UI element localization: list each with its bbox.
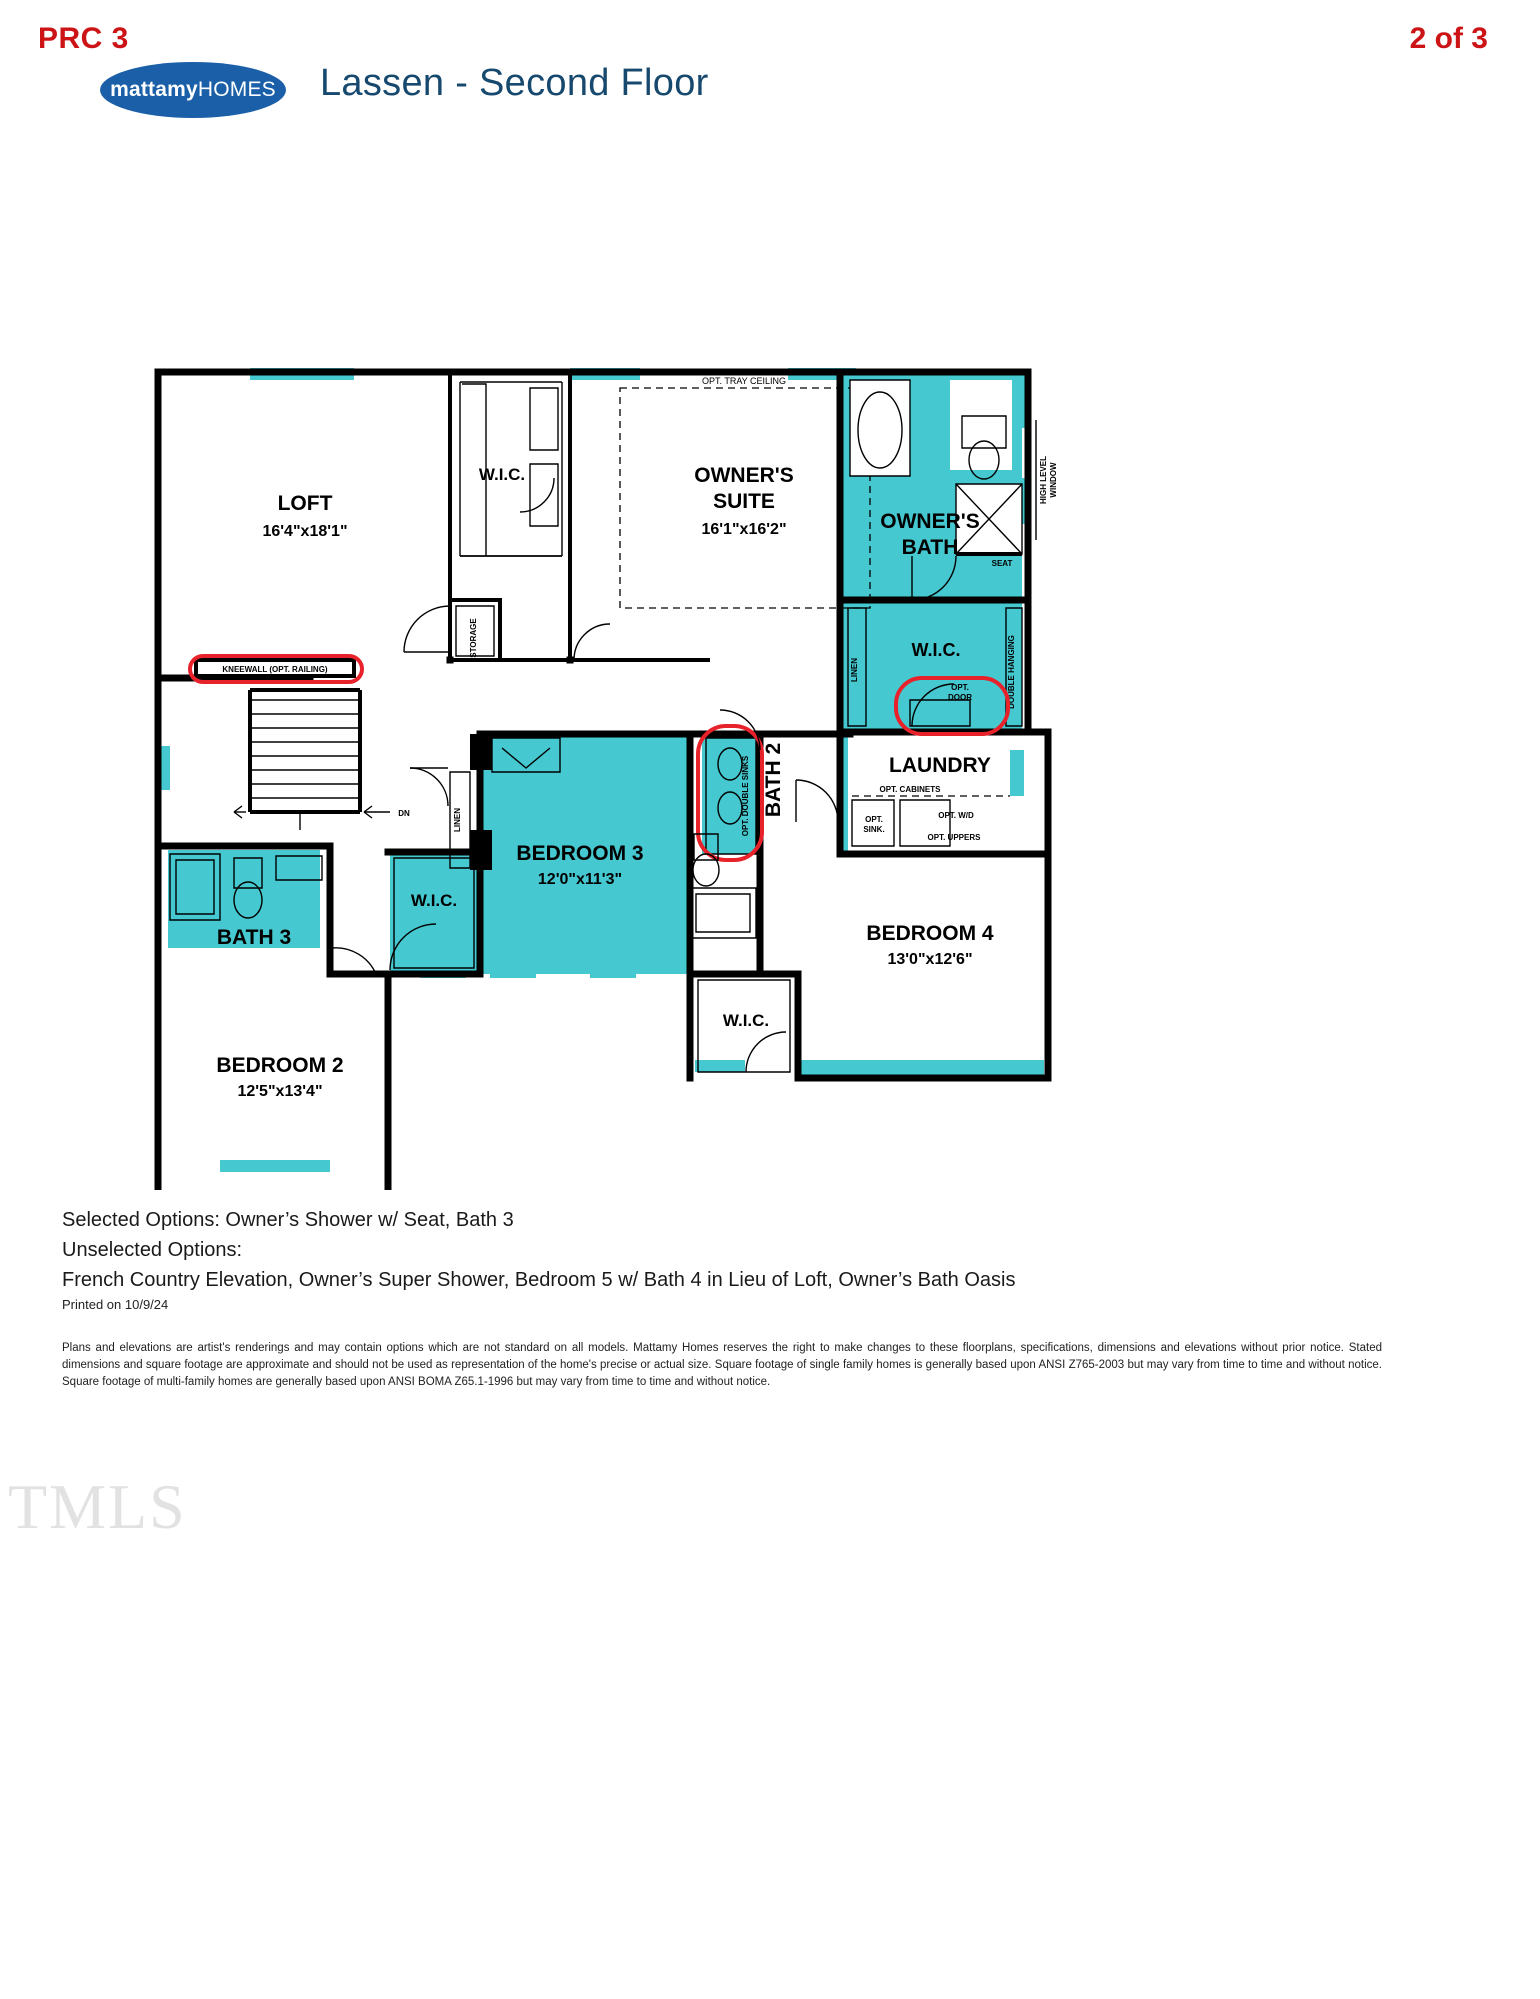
- prc-label: PRC 3: [38, 22, 129, 55]
- svg-text:OPT.: OPT.: [865, 815, 883, 824]
- printed-on: Printed on 10/9/24: [62, 1297, 169, 1312]
- page-number: 2 of 3: [1409, 22, 1488, 55]
- svg-text:BEDROOM 2: BEDROOM 2: [216, 1054, 344, 1077]
- svg-text:16'4"x18'1": 16'4"x18'1": [262, 523, 348, 540]
- svg-text:12'5"x13'4": 12'5"x13'4": [237, 1083, 323, 1100]
- mattamy-homes-logo: [100, 62, 286, 118]
- svg-text:DOOR: DOOR: [948, 693, 972, 702]
- svg-text:SUITE: SUITE: [713, 490, 775, 513]
- svg-text:BEDROOM 4: BEDROOM 4: [866, 922, 994, 945]
- svg-text:W.I.C.: W.I.C.: [410, 891, 458, 910]
- svg-text:SEAT: SEAT: [991, 559, 1013, 568]
- svg-text:W.I.C.: W.I.C.: [911, 640, 961, 660]
- svg-text:KNEEWALL (OPT. RAILING): KNEEWALL (OPT. RAILING): [222, 665, 328, 674]
- svg-text:OWNER'S: OWNER'S: [880, 510, 980, 533]
- svg-text:OPT.: OPT.: [951, 683, 969, 692]
- logo-text: [100, 62, 286, 118]
- svg-text:OPT. W/D: OPT. W/D: [938, 811, 974, 820]
- svg-text:LINEN: LINEN: [850, 658, 859, 682]
- svg-text:DOUBLE HANGING: DOUBLE HANGING: [1007, 635, 1016, 709]
- tmls-watermark: TMLS: [8, 1471, 187, 1542]
- svg-text:12'0"x11'3": 12'0"x11'3": [537, 871, 623, 888]
- floorplan-drawing: [150, 360, 1250, 1190]
- svg-text:HIGH LEVEL: HIGH LEVEL: [1039, 455, 1048, 505]
- svg-text:BATH 3: BATH 3: [216, 926, 292, 949]
- svg-text:LOFT: LOFT: [277, 492, 333, 515]
- svg-text:OPT. TRAY CEILING: OPT. TRAY CEILING: [701, 376, 787, 386]
- svg-text:OPT. DOUBLE SINKS: OPT. DOUBLE SINKS: [741, 755, 750, 837]
- svg-text:OWNER'S: OWNER'S: [694, 464, 794, 487]
- unselected-options-label: Unselected Options:: [62, 1239, 243, 1261]
- svg-text:LINEN: LINEN: [453, 808, 462, 832]
- svg-text:13'0"x12'6": 13'0"x12'6": [887, 951, 973, 968]
- svg-text:W.I.C.: W.I.C.: [478, 465, 526, 484]
- svg-text:LAUNDRY: LAUNDRY: [889, 754, 991, 777]
- page-title: Lassen - Second Floor: [320, 62, 709, 104]
- svg-text:DN: DN: [398, 809, 410, 818]
- svg-text:OPT. CABINETS: OPT. CABINETS: [879, 785, 941, 794]
- svg-text:WINDOW: WINDOW: [1049, 462, 1058, 498]
- legal-disclaimer: Plans and elevations are artist's renderings and may contain options which are not standard on all models. Mattamy Homes reserves the right to make changes to these floorplans, specifications, dimensions and elevations without prior notice. Stated dimensions and square footage are approximate and should not be used as representation of the home's precise or actual size. Square footage of single family homes is generally based upon ANSI Z765-2003 but may vary from time to time and without notice. Square footage of multi-family homes are generally based upon ANSI BOMA Z65.1-1996 but may vary from time to time and without notice.: [62, 1342, 1382, 1388]
- svg-text:BEDROOM 3: BEDROOM 3: [516, 842, 644, 865]
- svg-text:SINK.: SINK.: [863, 825, 885, 834]
- svg-text:16'1"x16'2": 16'1"x16'2": [701, 521, 787, 538]
- svg-text:STORAGE: STORAGE: [469, 618, 478, 658]
- svg-text:OPT. UPPERS: OPT. UPPERS: [927, 833, 981, 842]
- svg-text:BATH 2: BATH 2: [762, 742, 785, 818]
- svg-text:W.I.C.: W.I.C.: [722, 1011, 770, 1030]
- options-block: [62, 1205, 1362, 1295]
- svg-text:BATH: BATH: [901, 536, 959, 559]
- unselected-options: French Country Elevation, Owner’s Super Shower, Bedroom 5 w/ Bath 4 in Lieu of Loft, Owner’s Bath Oasis: [62, 1269, 1016, 1291]
- logo-text-bold: mattamy: [110, 78, 198, 101]
- selected-options: Selected Options: Owner’s Shower w/ Seat, Bath 3: [62, 1209, 514, 1231]
- logo-text-light: HOMES: [197, 78, 276, 101]
